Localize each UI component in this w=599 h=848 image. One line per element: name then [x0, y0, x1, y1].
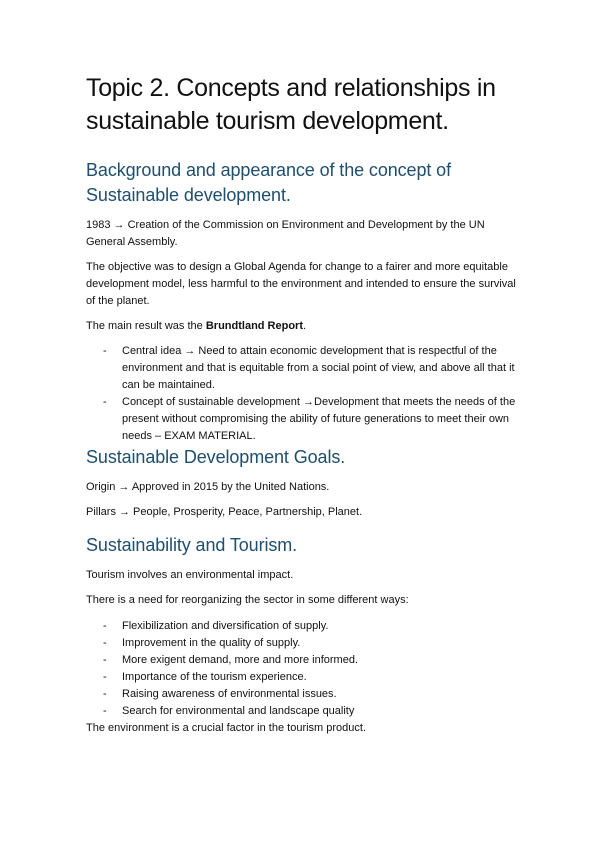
list-item-text: Concept of sustainable development →Development that meets the needs of the present without compromising the ability of future generations to meet their own needs – EXAM MATERIAL. — [122, 396, 516, 442]
brundtland-bullet-list — [86, 343, 516, 445]
main-result-suffix: . — [303, 320, 307, 332]
tourism-bullet-list — [86, 618, 516, 720]
list-item-text: Search for environmental and landscape quality — [122, 705, 355, 717]
list-item — [86, 652, 516, 669]
section-heading-sdg: Sustainable Development Goals. — [86, 447, 346, 467]
paragraph-environment-factor: The environment is a crucial factor in the tourism product. — [86, 722, 367, 734]
paragraph-pillars: Pillars → People, Prosperity, Peace, Partnership, Planet. — [86, 506, 363, 518]
dash-marker: - — [103, 705, 107, 717]
list-item — [86, 703, 516, 720]
dash-marker: - — [103, 637, 107, 649]
dash-marker: - — [103, 654, 107, 666]
paragraph-1983: 1983 → Creation of the Commission on Environment and Development by the UN General Assembly. — [86, 219, 485, 248]
paragraph-origin: Origin → Approved in 2015 by the United Nations. — [86, 481, 330, 493]
list-item-text: More exigent demand, more and more informed. — [122, 654, 359, 666]
list-item-text: Improvement in the quality of supply. — [122, 637, 301, 649]
dash-marker: - — [103, 671, 107, 683]
paragraph-reorganizing: There is a need for reorganizing the sector in some different ways: — [86, 594, 409, 606]
list-item-text: Flexibilization and diversification of supply. — [122, 620, 329, 632]
document-title: Topic 2. Concepts and relationships in sustainable tourism development. — [86, 74, 496, 135]
list-item — [86, 394, 516, 445]
list-item — [86, 635, 516, 652]
brundtland-report-bold: Brundtland Report — [205, 320, 304, 332]
list-item-text: Raising awareness of environmental issues. — [122, 688, 337, 700]
paragraph-objective: The objective was to design a Global Agenda for change to a fairer and more equitable development model, less harmful to the environment and intended to ensure the survival of the planet. — [86, 261, 516, 307]
main-result-prefix: The main result was the — [86, 320, 206, 332]
dash-marker: - — [103, 396, 107, 408]
dash-marker: - — [103, 345, 107, 357]
section-heading-tourism: Sustainability and Tourism. — [86, 535, 298, 555]
list-item-text: Central idea → Need to attain economic development that is respectful of the environment and that is equitable from a social point of view, and above all that it can be maintained. — [122, 345, 515, 391]
list-item — [86, 686, 516, 703]
dash-marker: - — [103, 620, 107, 632]
list-item — [86, 618, 516, 635]
list-item — [86, 343, 516, 394]
dash-marker: - — [103, 688, 107, 700]
section-heading-background: Background and appearance of the concept of Sustainable development. — [86, 160, 451, 205]
paragraph-impact: Tourism involves an environmental impact. — [86, 569, 294, 581]
page-content — [86, 72, 516, 737]
list-item-text: Importance of the tourism experience. — [122, 671, 307, 683]
paragraph-main-result — [86, 318, 516, 335]
list-item — [86, 669, 516, 686]
